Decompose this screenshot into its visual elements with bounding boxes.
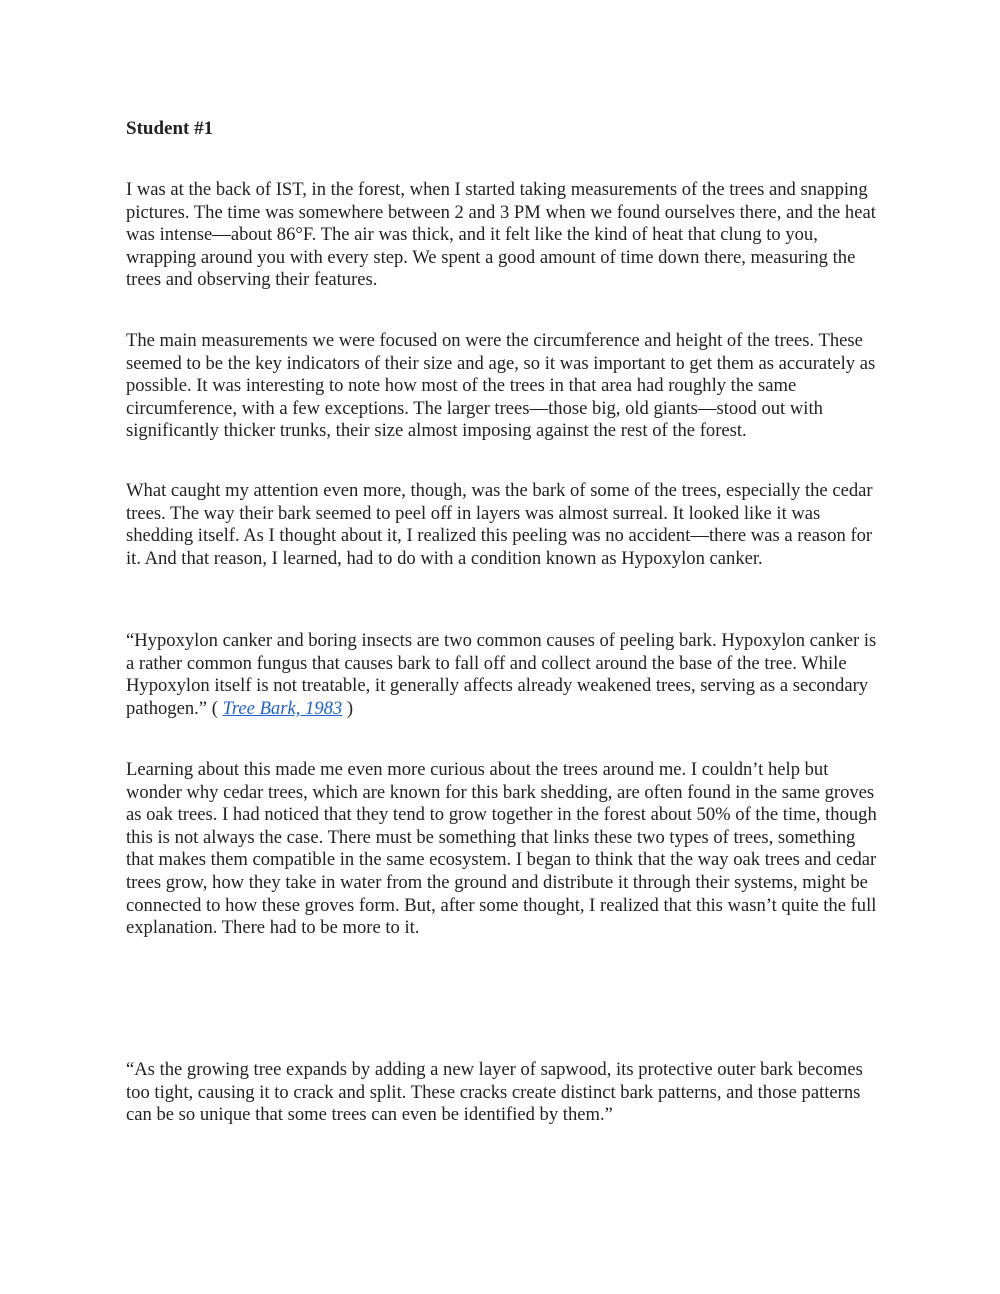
paragraph-5: Learning about this made me even more curious about the trees around me. I couldn’t help but wonder why cedar trees, which are known for this bark shedding, are often found in the same groves as oak trees. I had noticed that they tend to grow together in the forest about 50% of the time, though this is not always the case. There must be something that links these two types of trees, something that makes them compatible in the same ecosystem. I began to think that the way oak trees and cedar trees grow, how they take in water from the ground and distribute it through their systems, might be connected to how these groves form. But, after some thought, I realized that this wasn’t quite the full explanation. There had to be more to it. [126,759,877,939]
document-heading: Student #1 [126,118,214,139]
quote-hypoxylon [126,630,878,720]
citation-close: ) [342,697,354,719]
quote-hypoxylon-text: “Hypoxylon canker and boring insects are two common causes of peeling bark. Hypoxylon canker is a rather common fungus that causes bark to fall off and collect around the base of the tree. While Hypoxylon itself is not treatable, it generally affects already weakened trees, serving as a secondary pathogen.” [126,630,877,719]
citation-link[interactable]: Tree Bark, 1983 [222,697,343,719]
paragraph-2: The main measurements we were focused on were the circumference and height of the trees. These seemed to be the key indicators of their size and age, so it was important to get them as accurately as possible. It was interesting to note how most of the trees in that area had roughly the same circumference, with a few exceptions. The larger trees—those big, old giants—stood out with significantly thicker trunks, their size almost imposing against the rest of the forest. [126,330,876,442]
paragraph-3: What caught my attention even more, though, was the bark of some of the trees, especially the cedar trees. The way their bark seemed to peel off in layers was almost surreal. It looked like it was shedding itself. As I thought about it, I realized this peeling was no accident—there was a reason for it. And that reason, I learned, had to do with a condition known as Hypoxylon canker. [126,480,873,569]
citation-open: ( [207,697,223,719]
quote-sapwood: “As the growing tree expands by adding a new layer of sapwood, its protective outer bark becomes too tight, causing it to crack and split. These cracks create distinct bark patterns, and those patterns can be so unique that some trees can even be identified by them.” [126,1059,863,1126]
paragraph-1: I was at the back of IST, in the forest, when I started taking measurements of the trees and snapping pictures. The time was somewhere between 2 and 3 PM when we found ourselves there, and the heat was intense—about 86°F. The air was thick, and it felt like the kind of heat that clung to you, wrapping around you with every step. We spent a good amount of time down there, measuring the trees and observing their features. [126,179,876,291]
